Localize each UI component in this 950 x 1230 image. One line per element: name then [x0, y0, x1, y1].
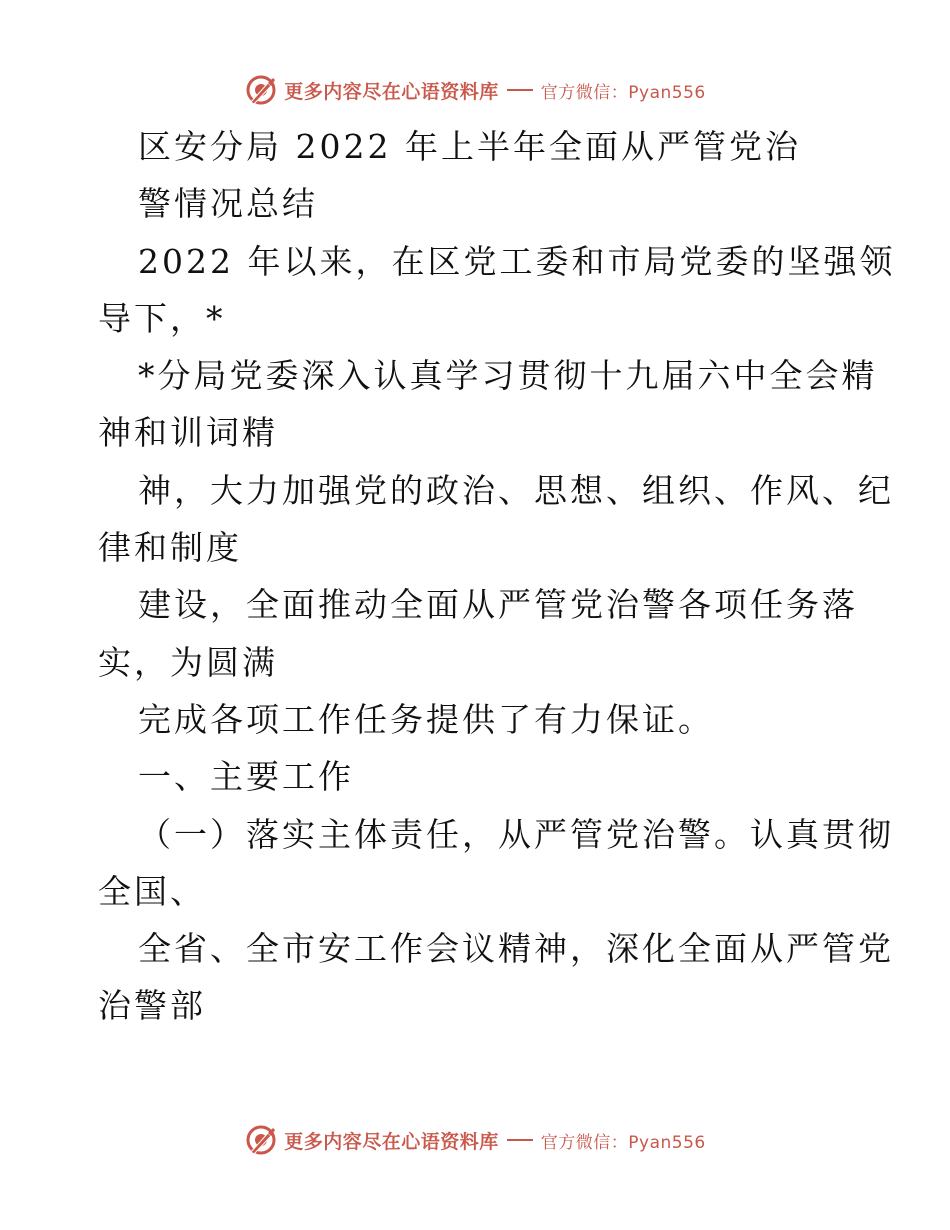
- text-line: 一、主要工作: [138, 757, 354, 797]
- pen-logo-icon: [244, 73, 278, 107]
- pen-logo-icon: [244, 1123, 278, 1157]
- banner-wechat: 官方微信：Pyan556: [540, 82, 706, 103]
- footer-banner[interactable]: [0, 1120, 950, 1160]
- banner-text: 更多内容尽在心语资料库: [284, 80, 499, 103]
- text-line: 2022 年以来，在区党工委和市局党委的坚强领: [138, 241, 896, 281]
- text-line: 警情况总结: [138, 184, 318, 224]
- text-line: 神，大力加强党的政治、思想、组织、作风、纪: [138, 470, 894, 510]
- header-banner[interactable]: [0, 70, 950, 110]
- text-line: 完成各项工作任务提供了有力保证。: [138, 699, 714, 739]
- banner-wechat: 官方微信：Pyan556: [540, 1132, 706, 1153]
- text-line: 神和训词精: [98, 413, 278, 453]
- banner-text: 更多内容尽在心语资料库: [284, 1130, 499, 1153]
- text-line: 区安分局 2022 年上半年全面从严管党治: [138, 127, 801, 166]
- text-line: 实，为圆满: [98, 642, 278, 682]
- text-line: （一）落实主体责任，从严管党治警。认真贯彻: [138, 814, 894, 854]
- text-line: *分局党委深入认真学习贯彻十九届六中全会精: [138, 356, 878, 396]
- banner-dash: [507, 1139, 533, 1141]
- text-line: 律和制度: [98, 528, 242, 568]
- document-body: [98, 118, 896, 1035]
- text-line: 导下，*: [98, 298, 226, 338]
- text-line: 建设，全面推动全面从严管党治警各项任务落: [138, 585, 858, 625]
- banner-dash: [507, 89, 533, 91]
- text-line: 治警部: [98, 986, 206, 1026]
- text-line: 全国、: [98, 871, 206, 911]
- text-line: 全省、全市安工作会议精神，深化全面从严管党: [138, 929, 894, 969]
